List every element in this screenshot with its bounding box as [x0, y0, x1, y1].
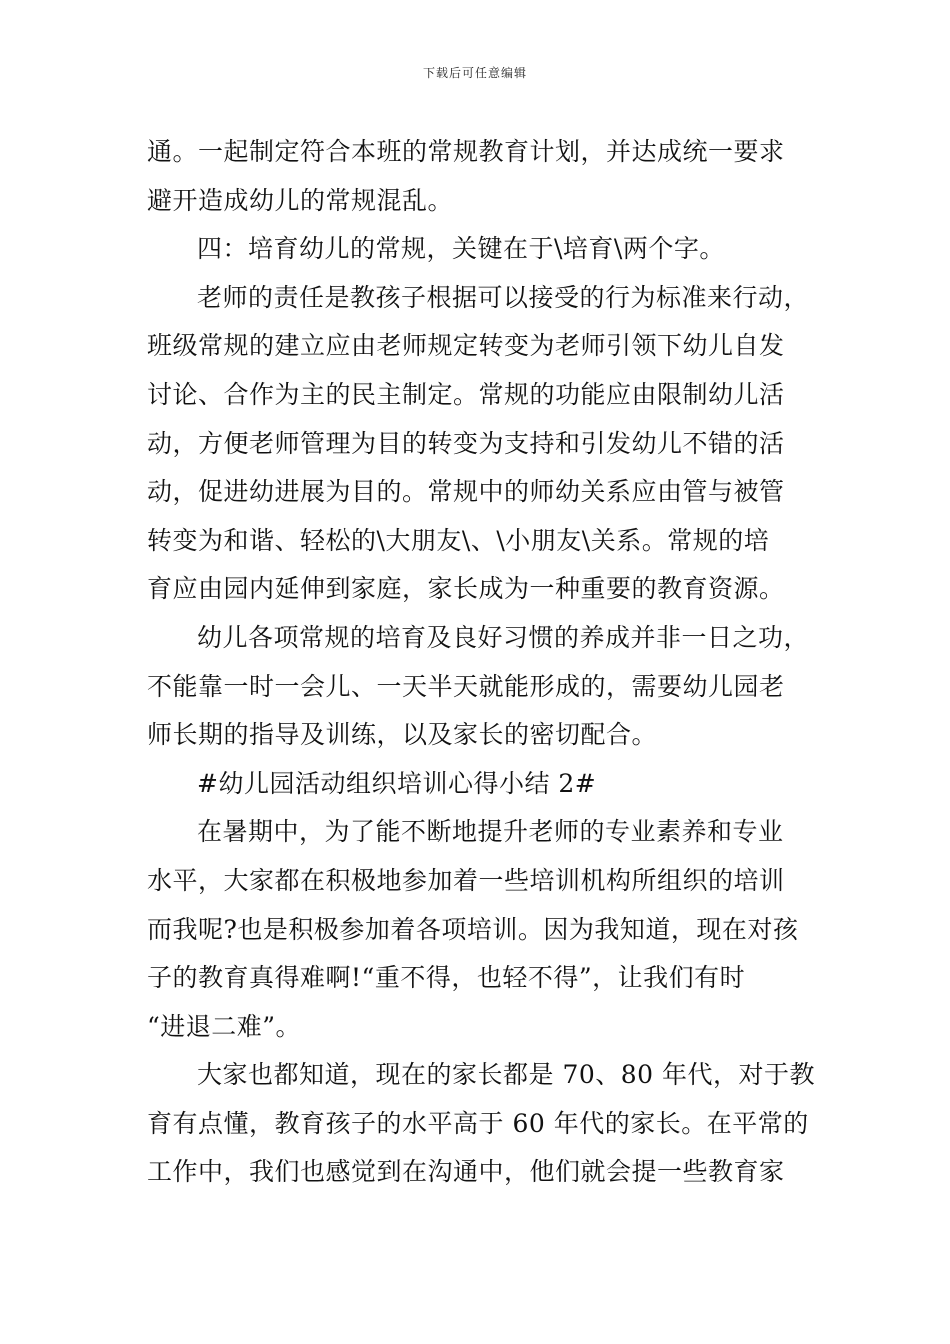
text-line: 育有点懂，教育孩子的水平高于 60 年代的家长。在平常的 [147, 1108, 809, 1138]
text-line: 幼儿各项常规的培育及良好习惯的养成并非一日之功， [197, 622, 810, 652]
section-heading: 四：培育幼儿的常规，关键在于\培育\两个字。 [197, 234, 725, 264]
header-note: 下载后可任意编辑 [422, 66, 527, 80]
text-line: 讨论、合作为主的民主制定。常规的功能应由限制幼儿活 [147, 379, 785, 409]
text-line: 班级常规的建立应由老师规定转变为老师引领下幼儿自发 [147, 331, 785, 361]
text-line: 工作中，我们也感觉到在沟通中，他们就会提一些教育家 [147, 1157, 785, 1187]
text-line: 子的教育真得难啊!“重不得，也轻不得”，让我们有时 [147, 963, 746, 993]
text-line: 师长期的指导及训练，以及家长的密切配合。 [147, 720, 658, 750]
text-line: “进退二难”。 [147, 1011, 302, 1041]
text-line: 水平，大家都在积极地参加着一些培训机构所组织的培训 [147, 865, 785, 895]
text-line: 动，促进幼进展为目的。常规中的师幼关系应由管与被管 [147, 477, 785, 507]
text-line: 动，方便老师管理为目的转变为支持和引发幼儿不错的活 [147, 428, 785, 458]
document-body [147, 128, 816, 1197]
text-line: 转变为和谐、轻松的\大朋友\、\小朋友\关系。常规的培 [147, 525, 770, 555]
text-line: 避开造成幼儿的常规混乱。 [147, 185, 454, 215]
text-line: 而我呢?也是积极参加着各项培训。因为我知道，现在对孩 [147, 914, 799, 944]
text-line: 大家也都知道，现在的家长都是 70、80 年代，对于教 [197, 1060, 816, 1090]
text-line: 老师的责任是教孩子根据可以接受的行为标准来行动， [197, 282, 810, 312]
text-line: 不能靠一时一会儿、一天半天就能形成的，需要幼儿园老 [147, 671, 785, 701]
section-title: #幼儿园活动组织培训心得小结 2# [197, 768, 597, 798]
text-line: 育应由园内延伸到家庭，家长成为一种重要的教育资源。 [147, 574, 785, 604]
text-line: 通。一起制定符合本班的常规教育计划，并达成统一要求 [147, 137, 785, 166]
text-line: 在暑期中，为了能不断地提升老师的专业素养和专业 [197, 817, 784, 847]
